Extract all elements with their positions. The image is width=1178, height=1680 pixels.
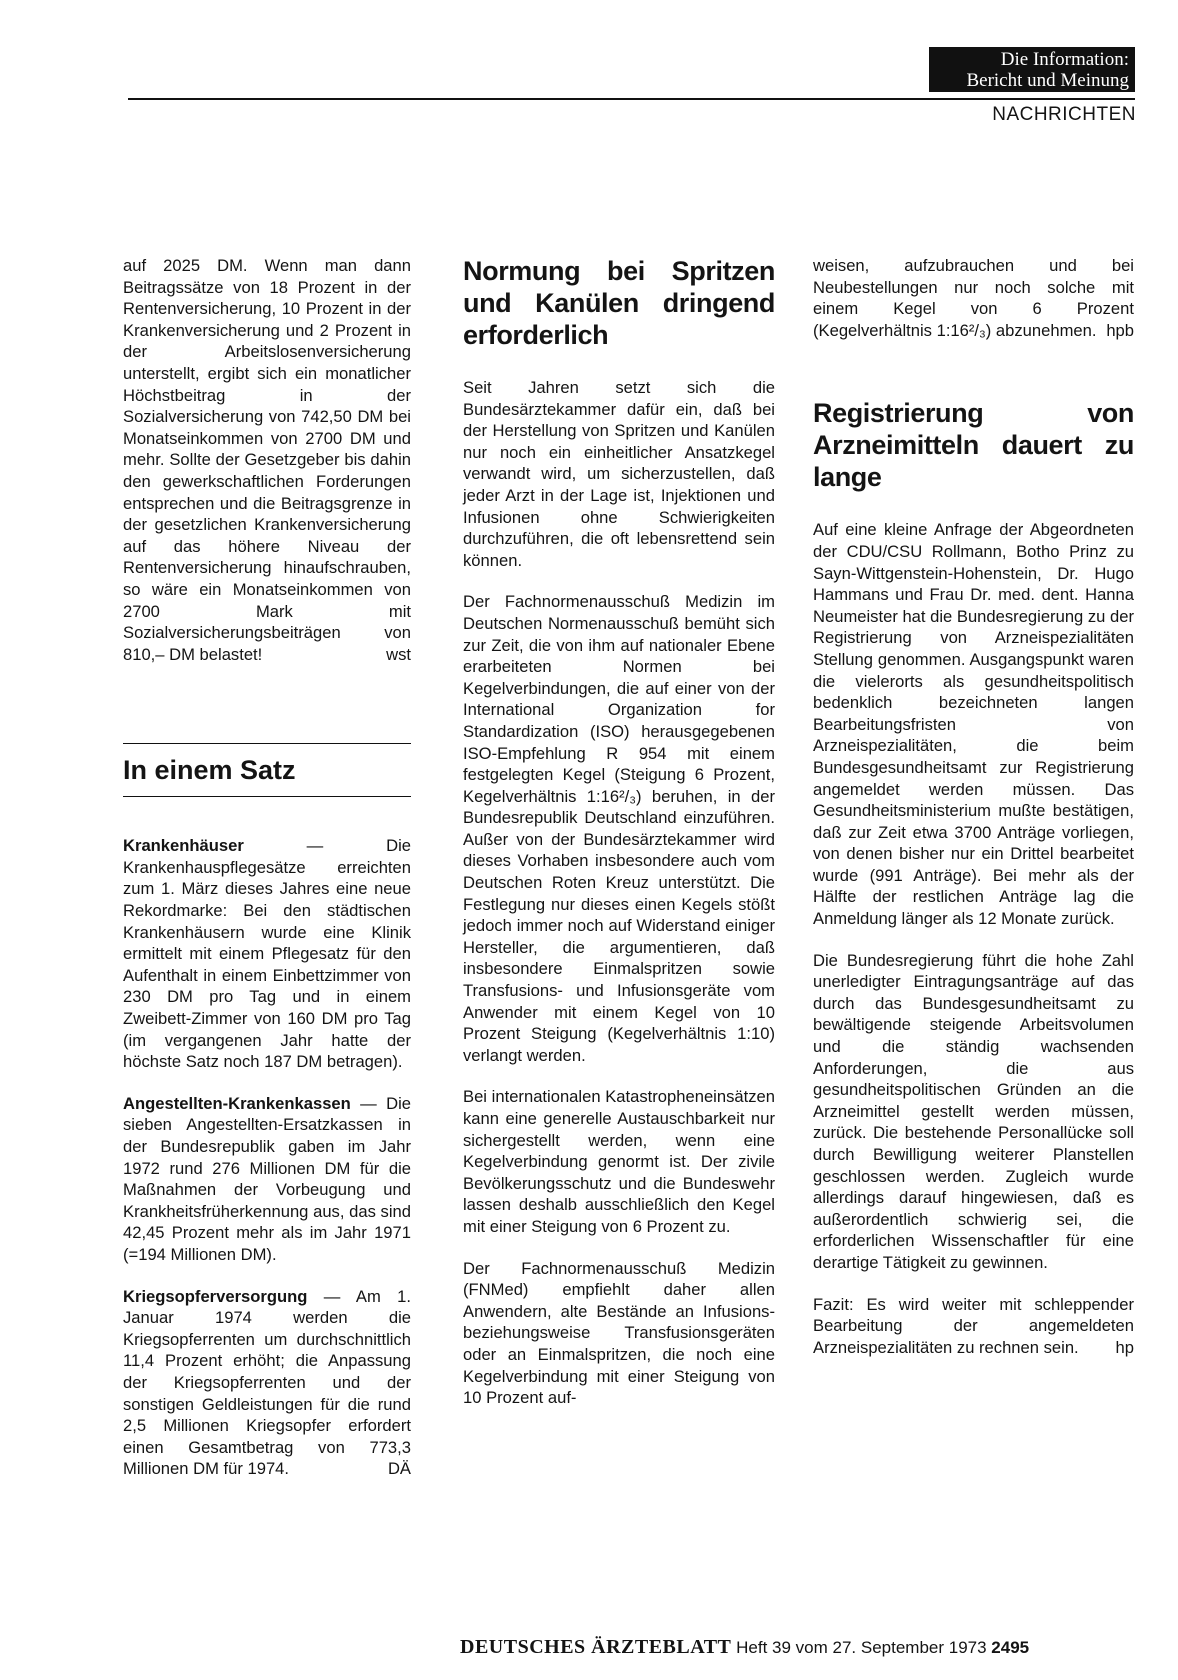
paragraph: Die Bundesregierung führt die hohe Zahl unerledigter Eintragungsanträge auf das durch das Bundesgesundheitsamt zu bewältigende steigende Arbeitsvolumen und die ständig wachsenden Anforderungen, die aus gesundheitspolitischen Gründen an die Arzneimittel gestellt werden müssen, zurück. Die bestehende Personallücke soll durch Bewilligung weiterer Planstellen geschlossen werden. Zugleich wurde allerdings darauf hingewiesen, daß es außerordentlich schwierig sei, die erforderlichen Wissenschaftler für eine derartige Tätigkeit zu gewinnen. [813, 950, 1134, 1272]
column-1 [123, 255, 411, 1500]
author-sig-hp: hp [1115, 1337, 1134, 1357]
author-sig-wst: wst [386, 644, 411, 664]
paragraph: Der Fachnormenausschuß Medizin im Deutschen Normenausschuß bemüht sich zur Zeit, die von ihm auf nationaler Ebene erarbeiteten Normen bei Kegelverbindungen, die auf einer von der International Organization for Standardization (ISO) herausgegebenen ISO-Empfehlung R 954 mit einem festgelegten Kegel (Steigung 6 Prozent, Kegelverhältnis 1:16²/₃) beruhen, in der Bundesrepublik Deutschland einzuführen. Außer von der Bundesärztekammer wird dieses Vorhaben insbesondere auch vom Deutschen Roten Kreuz unterstützt. Die Festlegung nur dieses einen Kegels stößt jedoch immer noch auf Widerstand einiger Hersteller, die argumentieren, daß insbesondere Einmalspritzen sowie Transfusions- und Infusionsgeräte vom Anwender mit einem Kegel von 10 Prozent Steigung (Kegelverhältnis 1:10) verlangt werden. [463, 592, 775, 1065]
item-lead: Krankenhäuser [123, 836, 244, 856]
page-number: 2495 [991, 1638, 1030, 1657]
magazine-title: DEUTSCHES ÄRZTEBLATT [460, 1636, 732, 1658]
author-sig-hpb: hpb [1106, 320, 1134, 340]
continued-paragraph [813, 255, 1134, 341]
item-text: — Die sieben Angestellten-Ersatzkassen in der Bundesrepublik gaben im Jahr 1972 rund 276 Millionen DM für die Maßnahmen der Vorbeugung und Krankheitsfrüherkennung aus, das sind 42,45 Prozent mehr als im Jahr 1971 (=194 Millionen DM). [123, 1093, 411, 1264]
paragraph: Der Fachnormenausschuß Medizin (FNMed) empfiehlt daher allen Anwendern, alte Bestände an Infusions- beziehungsweise Transfusionsgeräten oder an Einmalspritzen, die noch eine Kegelverbindung mit einer Steigung von 10 Prozent auf- [463, 1258, 775, 1408]
article-headline-normung: Normung bei Spritzen und Kanülen dringend erforderlich [463, 256, 775, 350]
paragraph [813, 1294, 1134, 1359]
intro-paragraph [123, 255, 411, 665]
rubric-box [929, 47, 1135, 92]
column-3 [813, 255, 1134, 1378]
fazit-text: Fazit: Es wird weiter mit schleppender Bearbeitung der angemeldeten Arzneispezialitäten zu rechnen sein. [813, 1294, 1134, 1357]
item-text: — Am 1. Januar 1974 werden die Kriegsopferrenten um durchschnittlich 11,4 Prozent erhöht; die Anpassung der Kriegsopferrenten und der sonstigen Geldleistungen für die rund 2,5 Millionen Kriegsopfer erfordert einen Gesamtbetrag von 773,3 Millionen DM für 1974. [123, 1286, 411, 1479]
satz-heading: In einem Satz [123, 755, 296, 786]
satz-rule-top [123, 743, 411, 744]
paragraph: Bei internationalen Katastropheneinsätzen kann eine generelle Austauschbarkeit nur sichergestellt werden, wenn eine Kegelverbindung genormt ist. Der zivile Bevölkerungsschutz und die Bundeswehr lassen deshalb ausschließlich den Kegel mit einer Steigung von 6 Prozent zu. [463, 1087, 775, 1236]
intro-text: auf 2025 DM. Wenn man dann Beitragssätze von 18 Prozent in der Rentenversicherung, 10 Prozent in der Krankenversicherung und 2 Prozent in der Arbeitslosenversicherung unterstellt, ergibt sich ein monatlicher Höchstbeitrag in der Sozialversicherung von 742,50 DM bei Monatseinkommen von 2700 DM und mehr. Sollte der Gesetzgeber bis dahin den gewerkschaftlichen Forderungen entsprechen und die Beitragsgrenze in der gesetzlichen Krankenversicherung auf das höhere Niveau der Rentenversicherung hinaufschrauben, so wäre ein Monatseinkommen von 2700 Mark mit Sozialversicherungsbeiträgen von 810,– DM belastet! [123, 256, 411, 664]
item-lead: Kriegsopferversorgung [123, 1286, 308, 1306]
header-rule [128, 98, 1135, 100]
rubric-line-2: Bericht und Meinung [966, 70, 1129, 91]
paragraph: Auf eine kleine Anfrage der Abgeordneten der CDU/CSU Rollmann, Botho Prinz zu Sayn-Wittgenstein-Hohenstein, Dr. Hugo Hammans und Frau Dr. med. dent. Hanna Neumeister hat die Bundesregierung zu der Registrierung von Arzneispezialitäten Stellung genommen. Ausgangspunkt waren die vielerorts als gesundheitspolitisch bedenklich bezeichneten langen Bearbeitungsfristen von Arzneispezialitäten, die beim Bundesgesundheitsamt zur Registrierung angemeldet werden müssen. Das Gesundheitsministerium mußte bestätigen, daß zur Zeit etwa 3700 Anträge vorliegen, von denen bisher nur ein Drittel bearbeitet wurde (991 Anträge). Bei mehr als der Hälfte der restlichen Anträge lag die Anmeldung länger als 12 Monate zurück. [813, 520, 1135, 929]
article-headline-registrierung: Registrierung von Arzneimitteln dauert zu lange [813, 398, 1134, 493]
author-sig-dae: DÄ [387, 1459, 411, 1479]
news-item-angestellten [123, 1093, 411, 1266]
rubric-line-1: Die Information: [1000, 49, 1129, 70]
column-2 [463, 255, 775, 1429]
item-lead: Angestellten-Krankenkassen [123, 1093, 351, 1113]
paragraph: Seit Jahren setzt sich die Bundesärztekammer dafür ein, daß bei der Herstellung von Spritzen und Kanülen nur noch ein einheitlicher Ansatzkegel verwandt wird, um sicherzustellen, daß jeder Arzt in der Lage ist, Injektionen und Infusionen ohne Schwierigkeiten durchzuführen, die oft lebensrettend sein können. [463, 378, 775, 570]
news-item-kriegsopfer [123, 1286, 411, 1480]
section-label: NACHRICHTEN [992, 104, 1136, 125]
page-footer [460, 1636, 1029, 1659]
item-text: — Die Krankenhauspflegesätze erreichten zum 1. März dieses Jahres eine neue Rekordmarke: Bei den städtischen Krankenhäusern wurde eine Klinik ermittelt mit einem Pflegesatz für den Aufenthalt in einem Einbettzimmer von 230 DM pro Tag und in einem Zweibett-Zimmer von 160 DM pro Tag (im vergangenen Jahr hatte der höchste Satz noch 187 DM betragen). [123, 836, 411, 1072]
continued-text: weisen, aufzubrauchen und bei Neubestellungen nur noch solche mit einem Kegel von 6 Prozent (Kegelverhältnis 1:16²/₃) abzunehmen. [813, 256, 1134, 340]
news-item-krankenhaeuser [123, 835, 411, 1073]
issue-info: Heft 39 vom 27. September 1973 [736, 1638, 987, 1657]
